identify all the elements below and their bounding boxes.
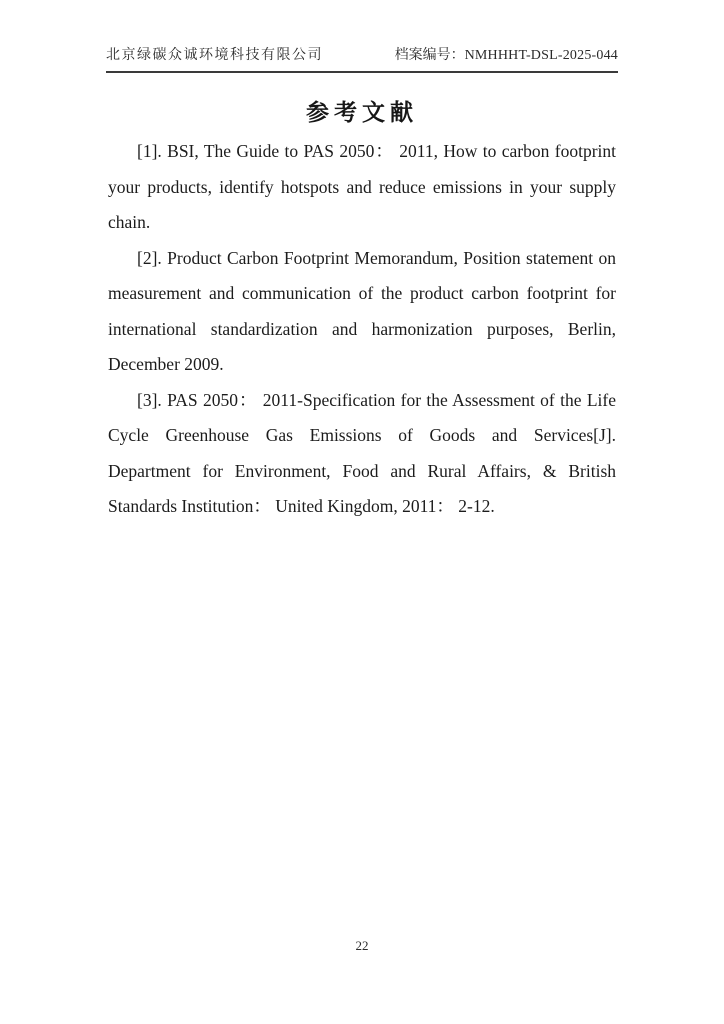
header-doc-number-label: 档案编号： [394, 48, 465, 63]
page-number: 22 [355, 938, 369, 953]
reference-entry-1: [1]. BSI, The Guide to PAS 2050： 2011, How to carbon footprint your products, identify hotspots and reduce emissions in your supply chain. [108, 141, 616, 232]
references-section [108, 134, 616, 525]
header-doc-number-value: NMHHHT-DSL-2025-044 [464, 48, 618, 63]
page-header [106, 44, 618, 73]
page-title: 参考文献 [306, 100, 418, 125]
header-doc-number [395, 44, 618, 64]
reference-entry-2: [2]. Product Carbon Footprint Memorandum, Position statement on measurement and communication of the product carbon footprint for international standardization and harmonization purposes, Berlin, December 2009. [108, 247, 616, 374]
reference-entry-3: [3]. PAS 2050： 2011-Specification for the Assessment of the Life Cycle Greenhouse Gas Emissions of Goods and Services[J]. Department for Environment, Food and Rural Affairs, & British Standards Institution： United Kingdom, 2011： 2-12. [108, 389, 616, 516]
header-company-name: 北京绿碳众诚环境科技有限公司 [106, 48, 323, 63]
page-footer [0, 938, 724, 954]
